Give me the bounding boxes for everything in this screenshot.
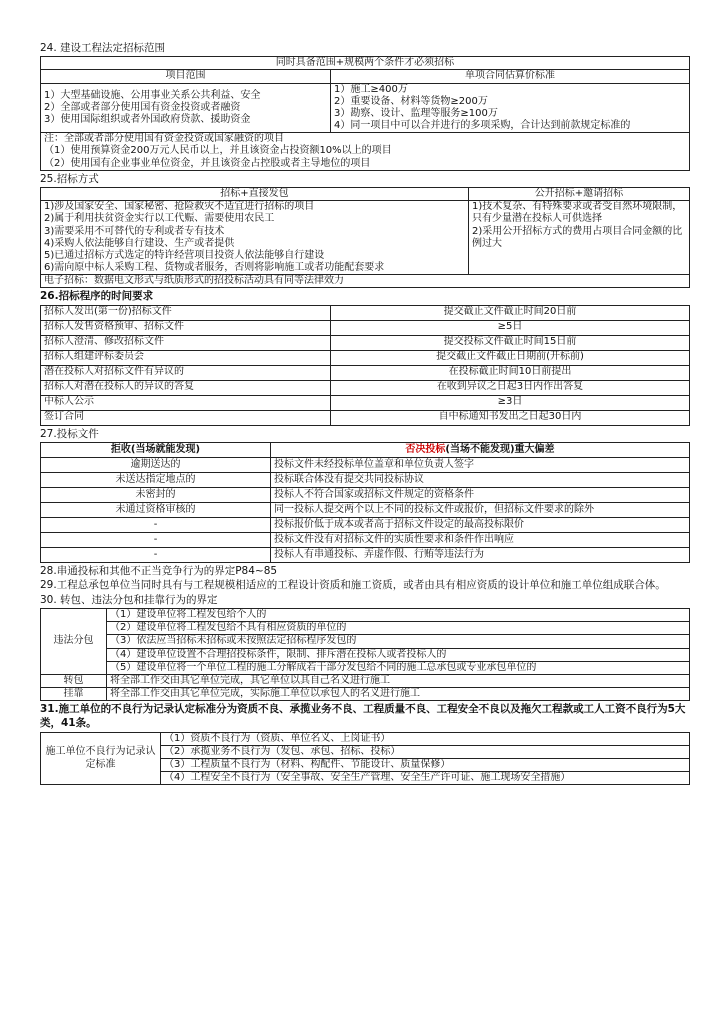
s27-reject: 未送达指定地点的: [41, 472, 271, 487]
s26-time: 在收到异议之日起3日内作出答复: [331, 380, 690, 395]
s30-zhuanbao-text: 将全部工作交由其它单位完成，其它单位以其自己名义进行施工: [107, 675, 690, 688]
s24-scale-item: 1）施工≥400万: [334, 83, 408, 95]
s26-item: 招标人发出(第一份)招标文件: [41, 305, 331, 320]
s30-item: （5）建设单位将一个单位工程的施工分解成若干部分发包给不同的施工总承包或专业承包单位的: [107, 661, 690, 674]
s25-left-item: 6)需向原中标人采购工程、货物或者服务，否则将影响施工或者功能配套要求: [44, 262, 385, 274]
table-row: [41, 532, 690, 547]
s25-left-item: 5)已通过招标方式选定的特许经营项目投资人依法能够自行建设: [44, 249, 325, 261]
s26-time: 在投标截止时间10日前提出: [331, 365, 690, 380]
s24-scale-cell: [331, 83, 690, 133]
s26-item: 招标人发售资格预审、招标文件: [41, 320, 331, 335]
section-26-title: 26.招标程序的时间要求: [40, 290, 154, 303]
s27-deviation: 投标人不符合国家或招标文件规定的资格条件: [271, 487, 690, 502]
table-row: [41, 305, 690, 320]
s31-item: （4）工程安全不良行为（安全事故、安全生产管理、安全生产许可证、施工现场安全措施）: [161, 772, 690, 785]
s27-deviation: 投标文件没有对招标文件的实质性要求和条件作出响应: [271, 532, 690, 547]
s25-left-item: 2)属于利用扶贫资金实行以工代赈、需要使用农民工: [44, 213, 275, 225]
table-row: [41, 335, 690, 350]
s30-guakao-text: 将全部工作交由其它单位完成，实际施工单位以承包人的名义进行施工: [107, 688, 690, 701]
s25-left-item: 1)涉及国家安全、国家秘密、抢险救灾不适宜进行招标的项目: [44, 201, 315, 213]
s24-col2: 单项合同估算价标准: [331, 70, 690, 83]
section-27-table: [40, 442, 690, 563]
table-row: [41, 502, 690, 517]
s24-col1: 项目范围: [41, 70, 331, 83]
s24-notes: [41, 133, 690, 171]
section-30-table: [40, 608, 690, 701]
s25-right-cell: [469, 201, 690, 275]
s25-right-item: 2)采用公开招标方式的费用占项目合同金额的比例过大: [472, 225, 683, 249]
s30-guakao-label: 挂靠: [41, 688, 107, 701]
s27-reject: 未通过资格审核的: [41, 502, 271, 517]
s27-reject: -: [41, 517, 271, 532]
table-row: [41, 472, 690, 487]
section-28: 28.串通投标和其他不正当竞争行为的界定P84~85: [40, 564, 278, 577]
s27-reject: -: [41, 532, 271, 547]
s26-time: ≥3日: [331, 395, 690, 410]
section-25-title: 25.招标方式: [40, 172, 99, 185]
s24-header: 同时具备范围+规模两个条件才必须招标: [41, 57, 690, 70]
table-row: [41, 350, 690, 365]
s24-scope-item: 3）使用国际组织或者外国政府贷款、援助资金: [44, 113, 251, 125]
s30-label: 违法分包: [41, 609, 107, 675]
s27-deviation: 投标人有串通投标、弄虚作假、行贿等违法行为: [271, 547, 690, 562]
s24-scale-item: 4）同一项目中可以合并进行的多项采购，合计达到前款规定标准的: [334, 120, 631, 132]
s24-scope-item: 2）全部或者部分使用国有资金投资或者融资: [44, 101, 241, 113]
s27-col2: [271, 442, 690, 457]
s24-scale-item: 2）重要设备、材料等货物≥200万: [334, 95, 488, 107]
s26-item: 招标人对潜在投标人的异议的答复: [41, 380, 331, 395]
s24-scope-item: 1）大型基础设施、公用事业关系公共利益、安全: [44, 89, 261, 101]
section-24-table: [40, 56, 690, 171]
table-row: [41, 487, 690, 502]
s31-title-text: 31.施工单位的不良行为记录认定标准分为资质不良、承揽业务不良、工程质量不良、工程安全不良以及拖欠工程款或工人工资不良行为5大类，41条。: [40, 703, 686, 729]
s27-col1: 拒收(当场就能发现): [41, 442, 271, 457]
table-row: [41, 320, 690, 335]
s27-col2-rest: (当场不能发现)重大偏差: [445, 443, 555, 455]
section-24-title: 24. 建设工程法定招标范围: [40, 42, 166, 54]
s27-reject: 逾期送达的: [41, 457, 271, 472]
table-row: [41, 547, 690, 562]
s31-item: （3）工程质量不良行为（材料、构配件、节能设计、质量保修）: [161, 759, 690, 772]
s30-zhuanbao-label: 转包: [41, 675, 107, 688]
s27-reject: 未密封的: [41, 487, 271, 502]
s25-left-item: 3)需要采用不可替代的专利或者专有技术: [44, 225, 225, 237]
table-row: [41, 457, 690, 472]
s24-note: （1）使用预算资金200万元人民币以上，并且该资金占投资额10%以上的项目: [44, 145, 392, 157]
s25-col1: 招标+直接发包: [41, 187, 469, 200]
s26-time: ≥5日: [331, 320, 690, 335]
table-row: [41, 380, 690, 395]
s25-left-cell: [41, 201, 469, 275]
section-29: 29.工程总承包单位当同时具有与工程规模相适应的工程设计资质和施工资质，或者由具有相应资质的设计单位和施工单位组成联合体。: [40, 578, 666, 591]
s26-time: 提交截止文件截止日期前(开标前): [331, 350, 690, 365]
table-row: [41, 365, 690, 380]
s26-time: 提交投标文件截止时间15日前: [331, 335, 690, 350]
s30-item: （1）建设单位将工程发包给个人的: [107, 609, 690, 622]
s25-left-item: 4)采购人依法能够自行建设、生产或者提供: [44, 237, 235, 249]
s26-item: 签订合同: [41, 410, 331, 425]
table-row: [41, 410, 690, 425]
s27-deviation: 同一投标人提交两个以上不同的投标文件或报价，但招标文件要求的除外: [271, 502, 690, 517]
s24-note: （2）使用国有企业事业单位资金，并且该资金占控股或者主导地位的项目: [44, 157, 371, 169]
s25-col2: 公开招标+邀请招标: [469, 187, 690, 200]
document-page: [40, 40, 690, 785]
s26-item: 中标人公示: [41, 395, 331, 410]
s26-time: 提交截止文件截止时间20日前: [331, 305, 690, 320]
table-row: [41, 517, 690, 532]
section-27-title: 27.投标文件: [40, 427, 99, 440]
s30-item: （2）建设单位将工程发包给不具有相应资质的单位的: [107, 622, 690, 635]
s27-col2-highlight: 否决投标: [405, 443, 446, 455]
s27-deviation: 投标报价低于成本或者高于招标文件设定的最高投标限价: [271, 517, 690, 532]
section-26-table: [40, 305, 690, 426]
s31-item: （2）承揽业务不良行为（发包、承包、招标、投标）: [161, 745, 690, 758]
s26-item: 招标人澄清、修改招标文件: [41, 335, 331, 350]
s31-label: 施工单位不良行为记录认定标准: [41, 732, 161, 785]
s26-item: 潜在投标人对招标文件有异议的: [41, 365, 331, 380]
s27-deviation: 投标文件未经投标单位盖章和单位负责人签字: [271, 457, 690, 472]
s27-reject: -: [41, 547, 271, 562]
s26-time: 自中标通知书发出之日起30日内: [331, 410, 690, 425]
s24-scale-item: 3）勘察、设计、监理等服务≥100万: [334, 107, 498, 119]
s24-scope-cell: [41, 83, 331, 133]
s27-deviation: 投标联合体没有提交共同投标协议: [271, 472, 690, 487]
s30-item: （4）建设单位设置不合理招投标条件，限制、排斥潜在投标人或者投标人的: [107, 648, 690, 661]
table-row: [41, 395, 690, 410]
s24-note: 注：全部或者部分使用国有资金投资或国家融资的项目: [44, 133, 284, 145]
s26-item: 招标人组建评标委员会: [41, 350, 331, 365]
s25-note: 电子招标：数据电文形式与纸质形式的招投标活动具有同等法律效力: [41, 275, 690, 288]
s25-right-item: 1)技术复杂、有特殊要求或者受自然环境限制，只有少量潜在投标人可供选择: [472, 201, 683, 225]
section-25-table: [40, 187, 690, 289]
section-30-title: 30. 转包、违法分包和挂靠行为的界定: [40, 593, 218, 606]
s31-item: （1）资质不良行为（资质、单位名义、上岗证书）: [161, 732, 690, 745]
section-31-table: [40, 732, 690, 786]
s30-item: （3）依法应当招标未招标或未按照法定招标程序发包的: [107, 635, 690, 648]
section-31-title: [40, 703, 690, 729]
